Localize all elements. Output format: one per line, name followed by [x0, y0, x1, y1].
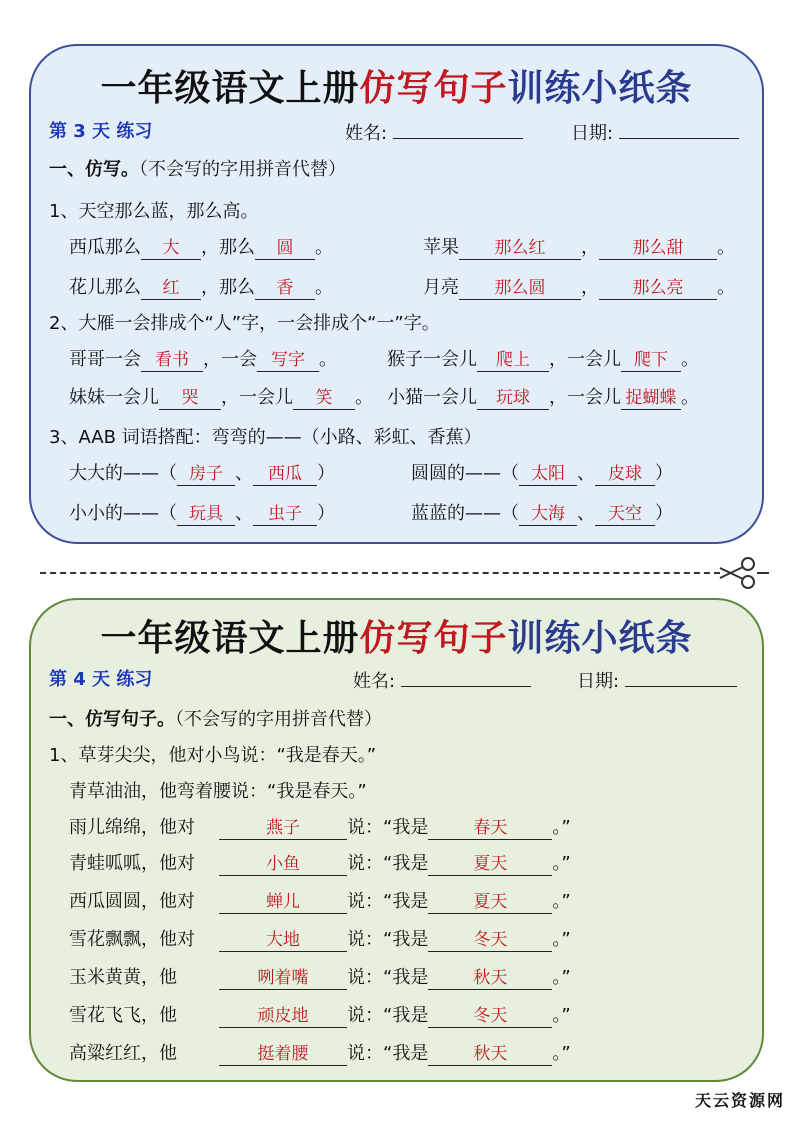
prompt-text: 。 — [315, 237, 333, 258]
prompt-text: ） — [317, 503, 335, 524]
answer-blank[interactable]: 看书 — [141, 349, 203, 372]
name-field[interactable] — [393, 120, 523, 139]
answer-row-right — [423, 276, 735, 300]
prompt-text: 。 — [315, 277, 333, 298]
answer-row-right — [387, 348, 699, 372]
scissors-icon — [718, 556, 758, 590]
sentence-row — [69, 966, 571, 990]
prompt-text: 、 — [577, 503, 595, 524]
answer-row-left — [69, 386, 373, 410]
section-heading: 一、仿写句子。（不会写的字用拼音代替） — [49, 709, 382, 730]
answer-blank[interactable]: 那么圆 — [459, 277, 581, 300]
prompt-text: ，一会儿 — [221, 387, 293, 408]
day-label: 第 3 天 练习 — [49, 121, 153, 142]
sentence-row — [69, 890, 571, 914]
prompt-text: 说：“我是 — [347, 817, 429, 838]
answer-row-right — [411, 502, 673, 526]
cut-line — [40, 572, 720, 574]
answer-blank[interactable]: 哭 — [159, 387, 221, 410]
answer-row-left — [69, 348, 337, 372]
answer-blank[interactable]: 夏天 — [428, 853, 552, 876]
answer-blank[interactable]: 皮球 — [595, 463, 655, 486]
prompt-text: 。 — [681, 349, 699, 370]
answer-blank[interactable]: 夏天 — [428, 891, 552, 914]
prompt-text: 说：“我是 — [347, 853, 429, 874]
answer-row-left — [69, 276, 333, 300]
answer-row-right — [423, 236, 735, 260]
prompt-text: 。” — [552, 1043, 571, 1064]
name-label: 姓名: — [345, 123, 388, 144]
date-label: 日期: — [577, 671, 620, 692]
answer-blank[interactable]: 冬天 — [428, 929, 552, 952]
question-3: 3、AAB 词语搭配：弯弯的——（小路、彩虹、香蕉） — [49, 427, 482, 448]
prompt-text: 说：“我是 — [347, 929, 429, 950]
answer-blank[interactable]: 秋天 — [428, 967, 552, 990]
sentence-row — [69, 1042, 571, 1066]
answer-blank[interactable]: 秋天 — [428, 1043, 552, 1066]
prompt-text: 。” — [552, 1005, 571, 1026]
prompt-text: 雨儿绵绵，他对 — [69, 817, 195, 838]
prompt-text: ， — [581, 277, 599, 298]
prompt-text: ） — [317, 463, 335, 484]
prompt-text: 圆圆的——（ — [411, 463, 519, 484]
watermark: 天云资源网 — [695, 1091, 786, 1110]
prompt-text: 妹妹一会儿 — [69, 387, 159, 408]
answer-blank[interactable]: 冬天 — [428, 1005, 552, 1028]
sentence-row — [69, 1004, 571, 1028]
prompt-text: 大大的——（ — [69, 463, 177, 484]
prompt-text: ） — [655, 503, 673, 524]
prompt-text: 。 — [355, 387, 373, 408]
answer-row-left — [69, 502, 335, 526]
answer-blank[interactable]: 大地 — [219, 929, 347, 952]
prompt-text: 。” — [552, 967, 571, 988]
question-1: 1、天空那么蓝，那么高。 — [49, 201, 259, 222]
prompt-text: 玉米黄黄，他 — [69, 967, 177, 988]
worksheet-card-day3 — [29, 44, 764, 544]
day-label: 第 4 天 练习 — [49, 669, 153, 690]
prompt-text: 。” — [552, 929, 571, 950]
prompt-text: 。 — [717, 237, 735, 258]
answer-blank[interactable]: 那么红 — [459, 237, 581, 260]
prompt-text: 小猫一会儿 — [387, 387, 477, 408]
answer-blank[interactable]: 大海 — [519, 503, 577, 526]
answer-blank[interactable]: 西瓜 — [253, 463, 317, 486]
answer-blank[interactable]: 太阳 — [519, 463, 577, 486]
prompt-text: ，一会儿 — [549, 349, 621, 370]
answer-blank[interactable]: 香 — [255, 277, 315, 300]
sentence-row — [69, 852, 571, 876]
prompt-text: 西瓜那么 — [69, 237, 141, 258]
answer-blank[interactable]: 房子 — [177, 463, 235, 486]
prompt-text: 。 — [319, 349, 337, 370]
prompt-text: 花儿那么 — [69, 277, 141, 298]
prompt-text: 、 — [577, 463, 595, 484]
date-field[interactable] — [619, 120, 739, 139]
prompt-text: 说：“我是 — [347, 891, 429, 912]
prompt-text: ，那么 — [201, 237, 255, 258]
answer-blank[interactable]: 燕子 — [219, 817, 347, 840]
prompt-text: 说：“我是 — [347, 1043, 429, 1064]
worksheet-card-day4 — [29, 598, 764, 1082]
sentence-row — [69, 816, 571, 840]
answer-blank[interactable]: 红 — [141, 277, 201, 300]
prompt-text: 猴子一会儿 — [387, 349, 477, 370]
prompt-text: 。 — [717, 277, 735, 298]
answer-blank[interactable]: 那么亮 — [599, 277, 717, 300]
answer-blank[interactable]: 挺着腰 — [219, 1043, 347, 1066]
answer-row-right — [411, 462, 673, 486]
prompt-text: ，那么 — [201, 277, 255, 298]
answer-blank[interactable]: 顽皮地 — [219, 1005, 347, 1028]
answer-blank[interactable]: 捉蝴蝶 — [621, 387, 681, 410]
answer-row-left — [69, 236, 333, 260]
prompt-text: 西瓜圆圆，他对 — [69, 891, 195, 912]
prompt-text: ，一会儿 — [549, 387, 621, 408]
answer-blank[interactable]: 咧着嘴 — [219, 967, 347, 990]
prompt-text: 蓝蓝的——（ — [411, 503, 519, 524]
date-field[interactable] — [625, 668, 737, 687]
answer-blank[interactable]: 写字 — [257, 349, 319, 372]
name-field[interactable] — [401, 668, 531, 687]
prompt-text: 、 — [235, 463, 253, 484]
answer-blank[interactable]: 小鱼 — [219, 853, 347, 876]
prompt-text: 青蛙呱呱，他对 — [69, 853, 195, 874]
prompt-text: 雪花飘飘，他对 — [69, 929, 195, 950]
prompt-text: 。” — [552, 891, 571, 912]
prompt-text: 月亮 — [423, 277, 459, 298]
prompt-text: 高粱红红，他 — [69, 1043, 177, 1064]
answer-blank[interactable]: 天空 — [595, 503, 655, 526]
prompt-text: 说：“我是 — [347, 1005, 429, 1026]
answer-blank[interactable]: 爬下 — [621, 349, 681, 372]
answer-blank[interactable]: 那么甜 — [599, 237, 717, 260]
cut-line-end — [757, 572, 769, 574]
sentence-row — [69, 928, 571, 952]
answer-blank[interactable]: 玩具 — [177, 503, 235, 526]
card-title: 一年级语文上册仿写句子训练小纸条 — [100, 68, 693, 109]
prompt-text: 哥哥一会 — [69, 349, 141, 370]
answer-row-right — [387, 386, 699, 410]
prompt-text: 说：“我是 — [347, 967, 429, 988]
card-title: 一年级语文上册仿写句子训练小纸条 — [100, 618, 693, 659]
prompt-text: 雪花飞飞，他 — [69, 1005, 177, 1026]
answer-blank[interactable]: 大 — [141, 237, 201, 260]
answer-blank[interactable]: 圆 — [255, 237, 315, 260]
name-label: 姓名: — [353, 671, 396, 692]
answer-row-left — [69, 462, 335, 486]
prompt-text: 小小的——（ — [69, 503, 177, 524]
prompt-text: ，一会 — [203, 349, 257, 370]
prompt-text: 、 — [235, 503, 253, 524]
question-1: 1、草芽尖尖，他对小鸟说：“我是春天。” — [49, 745, 377, 766]
prompt-text: ） — [655, 463, 673, 484]
answer-blank[interactable]: 笑 — [293, 387, 355, 410]
prompt-text: ， — [581, 237, 599, 258]
answer-blank[interactable]: 爬上 — [477, 349, 549, 372]
answer-blank[interactable]: 玩球 — [477, 387, 549, 410]
answer-blank[interactable]: 蝉儿 — [219, 891, 347, 914]
example-line: 青草油油，他弯着腰说：“我是春天。” — [69, 781, 367, 802]
prompt-text: 。” — [552, 817, 571, 838]
prompt-text: 。 — [681, 387, 699, 408]
answer-blank[interactable]: 春天 — [428, 817, 552, 840]
prompt-text: 苹果 — [423, 237, 459, 258]
date-label: 日期: — [571, 123, 614, 144]
question-2: 2、大雁一会排成个“人”字，一会排成个“一”字。 — [49, 313, 440, 334]
answer-blank[interactable]: 虫子 — [253, 503, 317, 526]
section-heading: 一、仿写。（不会写的字用拼音代替） — [49, 159, 346, 180]
prompt-text: 。” — [552, 853, 571, 874]
